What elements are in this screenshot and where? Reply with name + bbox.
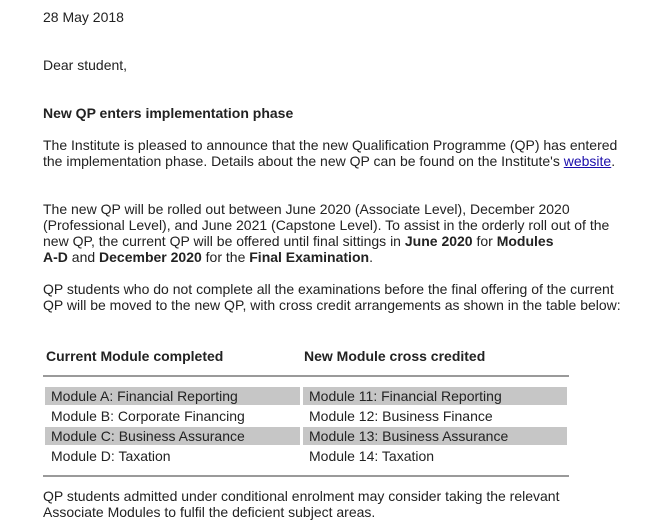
rollout-june-2020: June 2020 <box>404 233 473 249</box>
table-divider-top <box>43 375 569 377</box>
table-cell-current: Module C: Business Assurance <box>45 427 300 445</box>
rollout-text-5: . <box>369 249 373 265</box>
table-header-new: New Module cross credited <box>304 348 486 364</box>
paragraph-intro-end: . <box>611 153 616 169</box>
letter-date: 28 May 2018 <box>43 9 124 25</box>
website-link[interactable]: website <box>563 153 612 169</box>
announcement-heading: New QP enters implementation phase <box>43 105 294 121</box>
table-cell-new: Module 11: Financial Reporting <box>303 387 567 405</box>
paragraph-intro <box>43 137 623 169</box>
table-cell-current: Module D: Taxation <box>51 448 171 464</box>
rollout-text-3: and <box>67 249 100 265</box>
salutation: Dear student, <box>43 57 128 73</box>
paragraph-intro-text: The Institute is pleased to announce that the new Qualification Programme (QP) has entered the implementation phase. Details about the new QP can be found on the Institute's <box>43 137 618 169</box>
rollout-a-d: A-D <box>43 249 68 265</box>
table-divider-bottom <box>43 475 569 477</box>
rollout-december-2020: December 2020 <box>99 249 202 265</box>
rollout-text-1: The new QP will be rolled out between June 2020 (Associate Level), December 2020 (Professional Level), and June 2021 (Capstone Level). To assist in the orderly roll out of the new QP, the current QP will be offered until final sittings in <box>43 201 610 249</box>
rollout-text-2: for <box>472 233 497 249</box>
paragraph-cross-credit: QP students who do not complete all the examinations before the final offering of the current QP will be moved to the new QP, with cross credit arrangements as shown in the table below: <box>43 281 621 313</box>
rollout-final-exam: Final Examination <box>249 249 370 265</box>
paragraph-conditional: QP students admitted under conditional enrolment may consider taking the relevant Associate Modules to fulfil the deficient subject areas. <box>43 488 560 520</box>
table-cell-current: Module A: Financial Reporting <box>45 387 300 405</box>
table-header-current: Current Module completed <box>46 348 224 364</box>
table-cell-current: Module B: Corporate Financing <box>51 408 245 424</box>
rollout-text-4: for the <box>201 249 250 265</box>
paragraph-rollout <box>43 201 623 265</box>
rollout-modules: Modules <box>496 233 554 249</box>
table-cell-new: Module 14: Taxation <box>309 448 435 464</box>
table-cell-new: Module 12: Business Finance <box>309 408 493 424</box>
table-cell-new: Module 13: Business Assurance <box>303 427 567 445</box>
